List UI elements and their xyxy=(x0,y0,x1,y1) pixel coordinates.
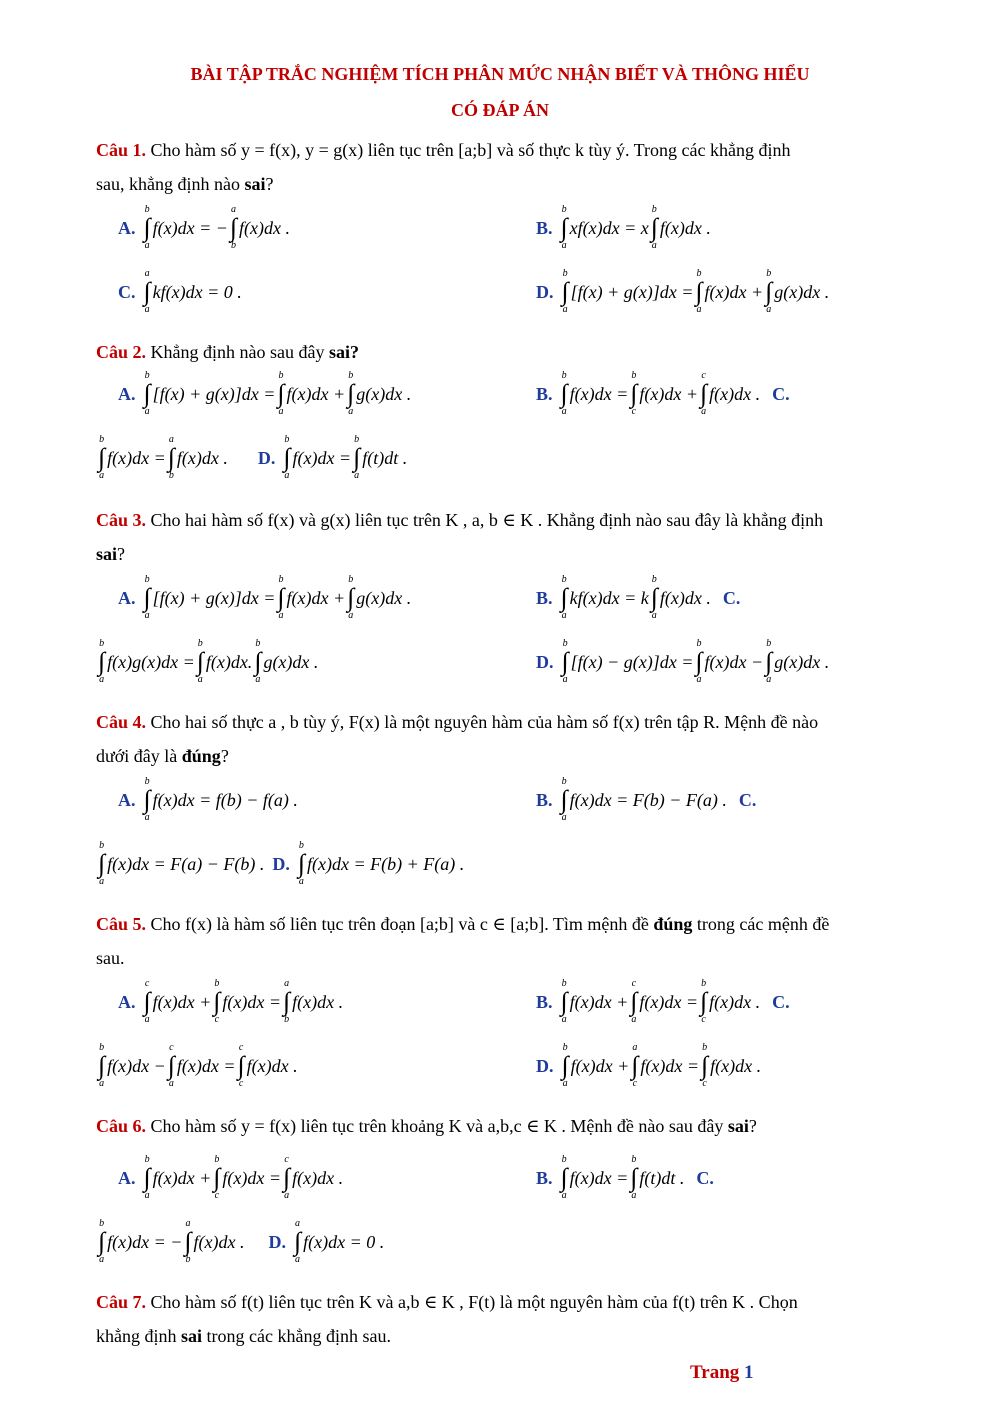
question-1-line1 xyxy=(96,140,790,161)
option-letter: A. xyxy=(118,1167,136,1188)
option-letter: C. xyxy=(722,587,741,608)
question-3-line2 xyxy=(96,544,125,565)
question-6-bold: sai xyxy=(727,1116,749,1136)
question-2-bold: sai? xyxy=(328,342,359,362)
q3-option-b: B. b ∫ a kf(x)dx = k b ∫ a f(x)dx . C. xyxy=(536,574,741,621)
option-letter: B. xyxy=(536,383,553,404)
q1-option-c: C. a ∫ a kf(x)dx = 0 . xyxy=(118,268,242,315)
question-1-text-3: ? xyxy=(265,174,274,194)
question-3-text-2: ? xyxy=(117,544,126,564)
option-letter: D. xyxy=(536,1055,554,1076)
option-letter: B. xyxy=(536,1167,553,1188)
question-2-text: Khẳng định nào sau đây xyxy=(150,342,329,362)
option-letter: C. xyxy=(772,383,790,404)
question-5-label: Câu 5. xyxy=(96,914,147,934)
question-6-text: Cho hàm số y = f(x) liên tục trên khoảng K và a,b,c ∈ K . Mệnh đề nào sau đây xyxy=(150,1116,728,1136)
question-1-line2 xyxy=(96,174,274,195)
page-title: BÀI TẬP TRẮC NGHIỆM TÍCH PHÂN MỨC NHẬN BIẾT VÀ THÔNG HIỂU xyxy=(190,64,810,84)
question-1-text-2: sau, khẳng định nào xyxy=(96,174,245,194)
option-letter: D. xyxy=(536,281,554,302)
question-3-line1 xyxy=(96,510,823,531)
question-5-bold: đúng xyxy=(653,914,693,934)
question-1-bold: sai xyxy=(244,174,266,194)
question-4-text-3: ? xyxy=(220,746,229,766)
option-letter: B. xyxy=(536,587,553,608)
q1-option-d: D. b ∫ a [f(x) + g(x)]dx = b ∫ a f(x)dx + b ∫ a g(x)dx . xyxy=(536,268,830,315)
q6-option-a: A. b ∫ a f(x)dx + b ∫ c f(x)dx = c ∫ a f(x)dx . xyxy=(118,1154,344,1201)
footer-word: Trang xyxy=(690,1362,740,1383)
q1-option-b: B. b ∫ a xf(x)dx = x b ∫ a f(x)dx . xyxy=(536,204,711,251)
q1-option-a: A. b ∫ a f(x)dx = − a ∫ b f(x)dx . xyxy=(118,204,290,251)
q3-option-d: D. b ∫ a [f(x) − g(x)]dx = b ∫ a f(x)dx − b ∫ a g(x)dx . xyxy=(536,638,830,685)
q2-option-a: A. b ∫ a [f(x) + g(x)]dx = b ∫ a f(x)dx + b ∫ a g(x)dx . xyxy=(118,370,412,417)
option-letter: C. xyxy=(772,991,790,1012)
option-letter: D. xyxy=(536,651,554,672)
question-3-label: Câu 3. xyxy=(96,510,147,530)
q3-option-c: b ∫ a f(x)g(x)dx = b ∫ a f(x)dx. b ∫ a g(x)dx . xyxy=(98,638,319,685)
question-2-label: Câu 2. xyxy=(96,342,147,362)
q5-option-d: D. b ∫ a f(x)dx + a ∫ c f(x)dx = b ∫ c f(x)dx . xyxy=(536,1042,762,1089)
question-1-text: Cho hàm số y = f(x), y = g(x) liên tục trên [a;b] và số thực k tùy ý. Trong các khẳng định xyxy=(150,140,791,160)
question-4-line2 xyxy=(96,746,229,767)
integral-sign: b ∫ a xyxy=(143,204,151,251)
option-letter: D. xyxy=(272,853,290,874)
option-letter: A. xyxy=(118,991,136,1012)
option-letter: B. xyxy=(536,217,553,238)
option-letter: A. xyxy=(118,789,136,810)
q2-option-b: B. b ∫ a f(x)dx = b ∫ c f(x)dx + c ∫ a f(x)dx . C. xyxy=(536,370,790,417)
page-subtitle: CÓ ĐÁP ÁN xyxy=(451,100,549,120)
question-4-line1 xyxy=(96,712,818,733)
q4-option-b: B. b ∫ a f(x)dx = F(b) − F(a) . C. xyxy=(536,776,757,823)
question-5-text-2: trong các mệnh đề xyxy=(692,914,830,934)
option-letter: C. xyxy=(696,1167,714,1188)
option-letter: D. xyxy=(268,1231,286,1252)
q6-option-b: B. b ∫ a f(x)dx = b ∫ a f(t)dt . C. xyxy=(536,1154,714,1201)
question-4-label: Câu 4. xyxy=(96,712,147,732)
question-4-text: Cho hai số thực a , b tùy ý, F(x) là một nguyên hàm của hàm số f(x) trên tập R. Mệnh đề nào xyxy=(150,712,819,732)
question-6-text-2: ? xyxy=(748,1116,757,1136)
option-letter: A. xyxy=(118,217,136,238)
option-letter: A. xyxy=(118,587,136,608)
question-1-label: Câu 1. xyxy=(96,140,147,160)
q6-option-c: b ∫ a f(x)dx = − a ∫ b f(x)dx . D. a ∫ a f(x)dx = 0 . xyxy=(98,1218,385,1265)
question-6-line1 xyxy=(96,1116,757,1137)
q5-option-a: A. c ∫ a f(x)dx + b ∫ c f(x)dx = a ∫ b f(x)dx . xyxy=(118,978,344,1025)
question-4-bold: đúng xyxy=(181,746,221,766)
option-letter: B. xyxy=(536,991,553,1012)
q5-option-c: b ∫ a f(x)dx − c ∫ a f(x)dx = c ∫ c f(x)dx . xyxy=(98,1042,298,1089)
option-letter: B. xyxy=(536,789,553,810)
option-letter: C. xyxy=(738,789,757,810)
question-5-line1 xyxy=(96,914,829,935)
q4-option-c: b ∫ a f(x)dx = F(a) − F(b) . D. b ∫ a f(x)dx = F(b) + F(a) . xyxy=(98,840,465,887)
q3-option-a: A. b ∫ a [f(x) + g(x)]dx = b ∫ a f(x)dx + b ∫ a g(x)dx . xyxy=(118,574,412,621)
question-3-bold: sai xyxy=(96,544,118,564)
question-2-line1 xyxy=(96,342,359,363)
question-7-bold: sai xyxy=(181,1326,203,1346)
q4-option-a: A. b ∫ a f(x)dx = f(b) − f(a) . xyxy=(118,776,298,823)
page-footer xyxy=(690,1362,754,1384)
question-7-text-2: khẳng định xyxy=(96,1326,181,1346)
question-7-label: Câu 7. xyxy=(96,1292,147,1312)
integral-sign: a ∫ b xyxy=(229,204,238,251)
question-5-line2: sau. xyxy=(96,948,125,968)
q5-option-b: B. b ∫ a f(x)dx + c ∫ a f(x)dx = b ∫ c f(x)dx . C. xyxy=(536,978,790,1025)
q2-option-c: b ∫ a f(x)dx = a ∫ b f(x)dx . D. b ∫ a f(x)dx = b ∫ a f(t)dt . xyxy=(98,434,408,481)
question-5-text: Cho f(x) là hàm số liên tục trên đoạn [a;b] và c ∈ [a;b]. Tìm mệnh đề xyxy=(150,914,654,934)
question-7-text-3: trong các khẳng định sau. xyxy=(202,1326,391,1346)
question-4-text-2: dưới đây là xyxy=(96,746,182,766)
question-3-text: Cho hai hàm số f(x) và g(x) liên tục trên K , a, b ∈ K . Khẳng định nào sau đây là khẳng định xyxy=(150,510,824,530)
option-letter: A. xyxy=(118,383,136,404)
question-7-text: Cho hàm số f(t) liên tục trên K và a,b ∈ K , F(t) là một nguyên hàm của f(t) trên K . Chọn xyxy=(150,1292,798,1312)
question-7-line2 xyxy=(96,1326,391,1347)
option-letter: C. xyxy=(118,281,136,302)
question-7-line1 xyxy=(96,1292,798,1313)
option-letter: D. xyxy=(257,447,276,468)
question-6-label: Câu 6. xyxy=(96,1116,147,1136)
page-number: 1 xyxy=(744,1362,754,1383)
